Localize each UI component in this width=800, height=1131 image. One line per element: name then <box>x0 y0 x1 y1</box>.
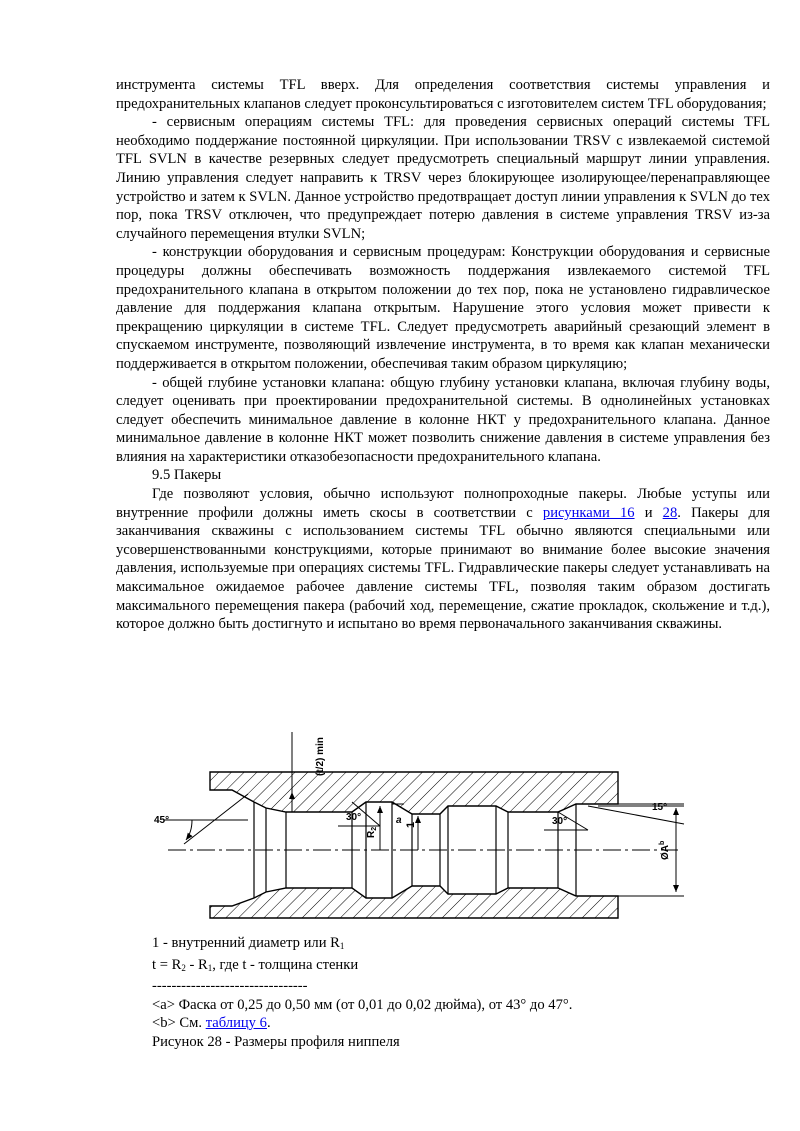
caption-separator: -------------------------------- <box>152 978 308 995</box>
label-t2-min: (t/2) min <box>315 737 326 776</box>
figure-title: Рисунок 28 - Размеры профиля ниппеля <box>152 1033 400 1050</box>
section-heading-packers: 9.5 Пакеры <box>152 467 222 484</box>
caption-line-2-sub2: 1 <box>207 962 213 973</box>
paragraph-service-operations: - сервисным операциям системы TFL: для проведения сервисных операций системы TFL необходимо поддержание постоянной циркуляции. При использовании TRSV с извлекаемой системой TFL SVLN в качестве резервных следует предусмотреть специальный маршрут линии управления. Линию управления следует направить к TRSV через блокирующее изолирующее/перенаправляющее устройство и затем к SVLN. Данное устройство предотвращает доступ линии управления к SVLN до тех пор, пока TRSV отключен, что предупреждает потерю давления в системе управления TRSV из-за случайного перемещения втулки SVLN; <box>116 114 770 242</box>
caption-line-1 <box>152 934 752 956</box>
label-a: a <box>396 815 402 826</box>
caption-line-1-sub: 1 <box>339 941 345 951</box>
packers-text-a: Где позволяют условия, обычно используют полнопроходные пакеры. Любые уступы или внутренние профили должны иметь скосы в соответствии с <box>116 486 770 521</box>
caption-line-2-a: t = R <box>152 956 182 973</box>
packers-text-and: и <box>634 504 663 521</box>
lower-wall-section <box>210 886 618 918</box>
angle-15-line <box>588 806 684 824</box>
label-r2 <box>366 827 378 838</box>
label-diameter-a <box>659 841 671 860</box>
note-b-prefix: <b> См. <box>152 1015 206 1032</box>
link-figures-16[interactable]: рисунками 16 <box>542 504 635 521</box>
upper-wall-section <box>210 772 618 814</box>
caption-line-2-c: , где t - толщина стенки <box>212 956 359 973</box>
label-r2-sub: 2 <box>371 826 378 831</box>
paragraph-equipment-design: - конструкции оборудования и сервисным процедурам: Конструкции оборудования и сервисные процедуры должны обеспечивать возможность поддержания извлекаемого системой TFL предохранительного клапана в открытом положении до тех пор, пока не установлено гидравлическое давление для поддержания клапана открытым. Нарушение этого условия может привести к прекращению циркуляции в системе TFL. Следует предусмотреть аварийный срезающий элемент в спускаемом инструменте, позволяющий извлечение инструмента, в то время как клапан механически поддерживается в открытом положении, обеспечивая таким образом циркуляцию; <box>116 244 770 372</box>
paragraph-packers <box>116 485 770 634</box>
label-1: 1 <box>405 821 417 828</box>
packers-text-b: . Пакеры для заканчивания скважины с использованием системы TFL обычно являются специальными или усовершенствованными конструкциями, которые принимают во внимание более высокие значения давления, используемые при операциях системы TFL. Гидравлические пакеры следует устанавливать на максимальное ожидаемое рабочее давление системы TFL, позволяя таким образом достигать максимального перемещения пакера (рабочий ход, перемещение, сжатие прокладок, скольжение и т.д.), которое должно быть достигнуто и испытано во время первоначального заканчивания скважины. <box>116 504 770 633</box>
chamfer-45-arc <box>186 820 192 840</box>
label-diameter-main: ØA <box>660 845 671 860</box>
chamfer-45-angle-line <box>184 794 248 844</box>
caption-line-2-sub1: 2 <box>181 962 186 973</box>
nipple-profile-drawing <box>148 728 688 936</box>
figure-captions <box>152 934 752 1052</box>
link-table-6[interactable]: таблицу 6 <box>205 1015 267 1032</box>
note-b-suffix: . <box>266 1015 271 1032</box>
label-30-right: 30° <box>552 816 568 827</box>
label-diameter-sup: b <box>659 840 666 845</box>
label-30-left: 30° <box>346 812 362 823</box>
body-text <box>116 76 770 634</box>
paragraph-setting-depth: - общей глубине установки клапана: общую глубину установки клапана, включая глубину воды, следует оценивать при проектировании предохранительной системы. В однолинейных установках следует обеспечить минимальное давление в колонне НКТ у предохранительного клапана. Данное минимальное давление в колонне НКТ может позволить снижение давления в системе управления без влияния на характеристики отказобезопасности предохранительного клапана. <box>116 374 770 465</box>
label-45: 45° <box>154 815 170 826</box>
paragraph-1: инструмента системы TFL вверх. Для определения соответствия системы управления и предохранительных клапанов следует проконсультироваться с изготовителем систем TFL оборудования; <box>116 77 770 112</box>
link-figure-28[interactable]: 28 <box>662 504 678 521</box>
caption-line-2 <box>152 956 752 978</box>
caption-line-2-b: - R <box>185 956 208 973</box>
label-r2-main: R <box>366 830 377 838</box>
label-15: 15° <box>652 802 668 813</box>
caption-line-1-text: 1 - внутренний диаметр или R <box>152 935 340 951</box>
caption-note-b <box>152 1014 752 1033</box>
caption-note-a: <a> Фаска от 0,25 до 0,50 мм (от 0,01 до 0,02 дюйма), от 43° до 47°. <box>152 996 573 1013</box>
